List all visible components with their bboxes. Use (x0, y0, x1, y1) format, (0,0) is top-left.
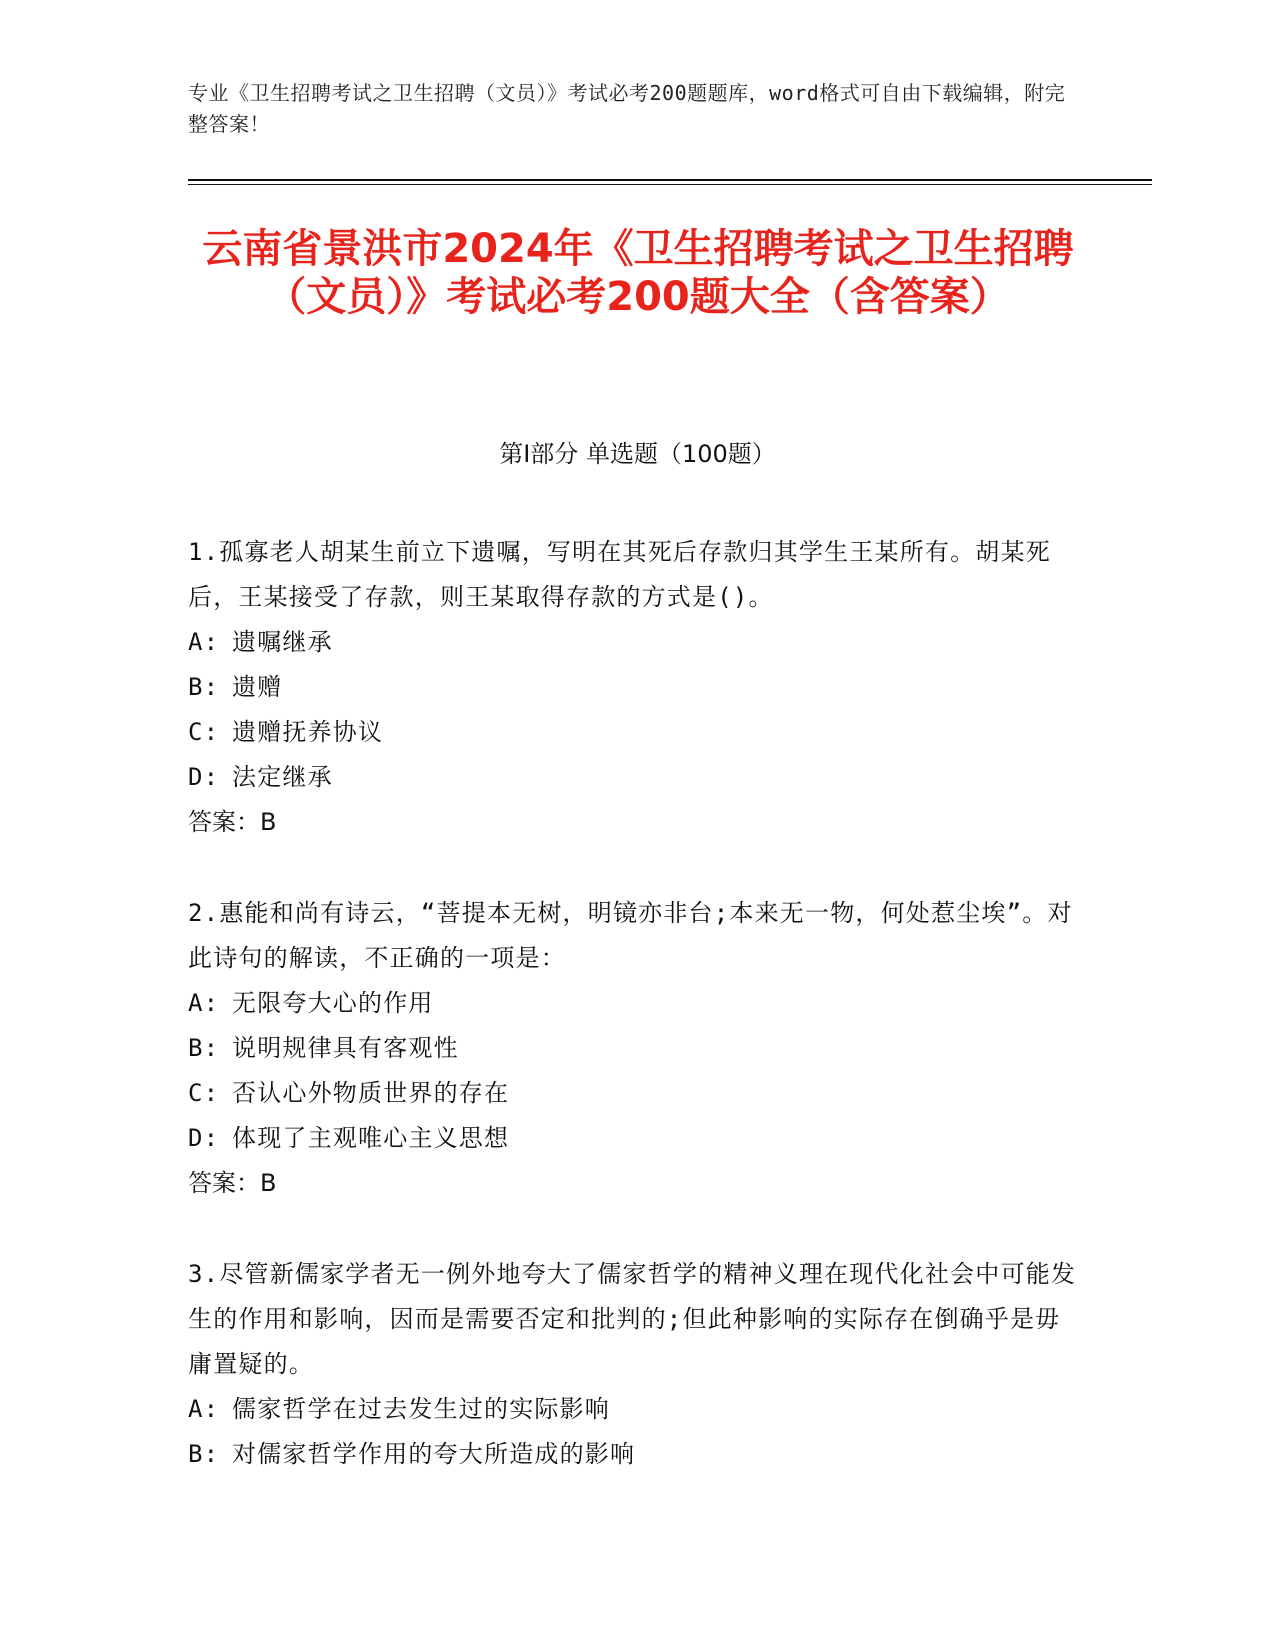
option-text: 儒家哲学在过去发生过的实际影响 (232, 1395, 610, 1423)
option-letter: C: (188, 1079, 220, 1107)
question-2 (188, 891, 1078, 1206)
section-heading: 第I部分 单选题（100题） (499, 440, 776, 468)
option-text: 遗嘱继承 (232, 628, 333, 656)
option-a (188, 620, 1078, 665)
option-letter: D: (188, 1124, 220, 1152)
question-1 (188, 530, 1078, 845)
option-letter: C: (188, 718, 220, 746)
option-c (188, 1071, 1078, 1116)
option-letter: A: (188, 628, 220, 656)
option-letter: B: (188, 1034, 220, 1062)
header-divider-thin (188, 184, 1152, 185)
option-text: 遗赠 (232, 673, 283, 701)
option-letter: B: (188, 1440, 220, 1468)
option-b (188, 665, 1078, 710)
question-3 (188, 1252, 1078, 1477)
question-text: 2.惠能和尚有诗云，“菩提本无树，明镜亦非台;本来无一物，何处惹尘埃”。对此诗句的解读，不正确的一项是： (188, 899, 1073, 972)
option-d (188, 755, 1078, 800)
header-divider-thick (188, 179, 1152, 181)
question-text: 1.孤寡老人胡某生前立下遗嘱，写明在其死后存款归其学生王某所有。胡某死后，王某接受了存款，则王某取得存款的方式是()。 (188, 538, 1051, 611)
option-a (188, 1387, 1078, 1432)
option-letter: A: (188, 989, 220, 1017)
answer-line: 答案：B (188, 1169, 277, 1197)
option-c (188, 710, 1078, 755)
option-text: 遗赠抚养协议 (232, 718, 384, 746)
option-text: 法定继承 (232, 763, 333, 791)
option-text: 对儒家哲学作用的夸大所造成的影响 (232, 1440, 636, 1468)
option-text: 无限夸大心的作用 (232, 989, 434, 1017)
question-text: 3.尽管新儒家学者无一例外地夸大了儒家哲学的精神义理在现代化社会中可能发生的作用和影响，因而是需要否定和批判的;但此种影响的实际存在倒确乎是毋庸置疑的。 (188, 1260, 1077, 1378)
option-a (188, 981, 1078, 1026)
document-title: 云南省景洪市2024年《卫生招聘考试之卫生招聘（文员）》考试必考200题大全（含答案） (202, 226, 1074, 320)
option-d (188, 1116, 1078, 1161)
option-letter: D: (188, 763, 220, 791)
option-letter: B: (188, 673, 220, 701)
option-b (188, 1026, 1078, 1071)
header-note: 专业《卫生招聘考试之卫生招聘（文员）》考试必考200题题库，word格式可自由下载编辑，附完整答案！ (188, 81, 1066, 136)
option-letter: A: (188, 1395, 220, 1423)
question-list (188, 530, 1078, 1523)
answer-line: 答案：B (188, 808, 277, 836)
option-text: 说明规律具有客观性 (232, 1034, 459, 1062)
option-text: 否认心外物质世界的存在 (232, 1079, 510, 1107)
option-b (188, 1432, 1078, 1477)
option-text: 体现了主观唯心主义思想 (232, 1124, 510, 1152)
